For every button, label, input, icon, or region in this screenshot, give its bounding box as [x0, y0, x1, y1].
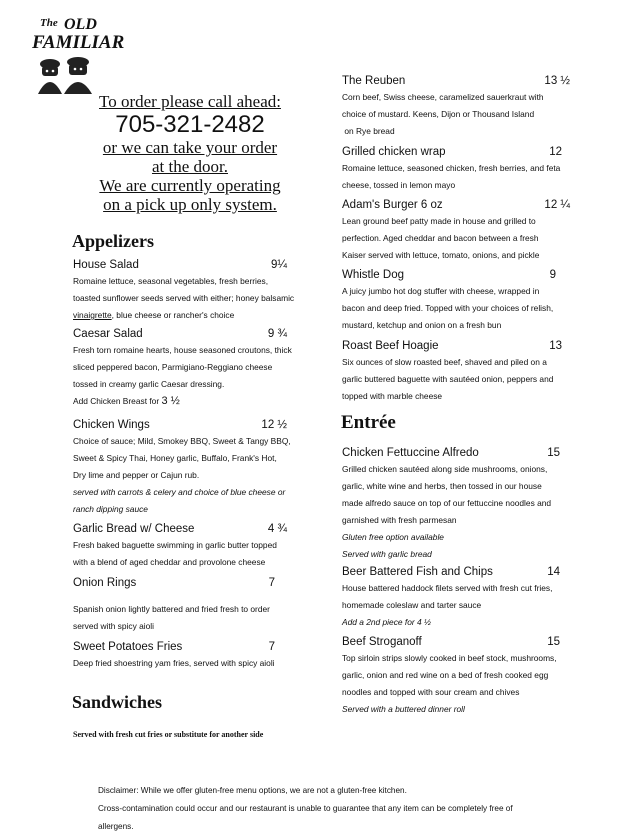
item-name: Chicken Fettuccine Alfredo — [342, 447, 479, 459]
item-desc-line: Top sirloin strips slowly cooked in beef stock, mushrooms, — [342, 653, 557, 663]
menu-item-house-salad — [73, 258, 295, 324]
item-name: Chicken Wings — [73, 419, 150, 431]
item-name: House Salad — [73, 259, 139, 271]
item-name: Beef Stroganoff — [342, 636, 422, 648]
menu-item-fish-and-chips — [342, 565, 570, 631]
menu-item-chicken-fettuccine — [342, 446, 570, 563]
item-desc-line: Six ounces of slow roasted beef, shaved and piled on a — [342, 357, 547, 367]
item-desc-line: Fresh baked baguette swimming in garlic butter topped — [73, 540, 277, 550]
item-price: 9 — [549, 269, 556, 281]
item-desc-line: toasted sunflower seeds served with either; honey balsamic — [73, 293, 295, 303]
disclaimer-line: Cross-contamination could occur and our restaurant is unable to guarantee that any item can be completely free of — [98, 804, 513, 813]
menu-item-reuben — [342, 74, 570, 140]
notice-take-order: or we can take your order — [102, 138, 278, 157]
logo-word-the: The — [40, 17, 58, 29]
notice-call-ahead: To order please call ahead: — [99, 92, 281, 111]
item-serving-note: ranch dipping sauce — [73, 504, 148, 514]
item-desc-line: A juicy jumbo hot dog stuffer with cheese, wrapped in — [342, 286, 540, 296]
entree-heading: Entrée — [341, 412, 396, 433]
item-desc-line: cheese, tossed in lemon mayo — [342, 180, 456, 190]
logo-word-familiar: FAMILIAR — [32, 32, 125, 53]
item-desc-line: noodles and topped with sour cream and chives — [342, 687, 520, 697]
item-desc-line: on Rye bread — [342, 126, 395, 136]
item-addon-price: 3 ½ — [161, 395, 180, 407]
item-price: 15 — [547, 447, 560, 459]
item-desc-line: mustard, ketchup and onion on a fresh bun — [342, 320, 502, 330]
item-price: 15 — [547, 636, 560, 648]
item-name: Grilled chicken wrap — [342, 146, 446, 158]
menu-item-sweet-potato-fries — [73, 640, 273, 672]
item-name: Beer Battered Fish and Chips — [342, 566, 493, 578]
item-desc-line: made alfredo sauce on top of our fettuccine noodles and — [342, 498, 552, 508]
sandwiches-note: Served with fresh cut fries or substitute for another side — [73, 730, 264, 739]
item-desc-line: Fresh torn romaine hearts, house seasoned croutons, thick — [73, 345, 292, 355]
item-desc-line: Corn beef, Swiss cheese, caramelized sauerkraut with — [342, 92, 544, 102]
phone-number[interactable]: 705-321-2482 — [115, 111, 265, 138]
notice-at-door: at the door. — [151, 157, 228, 176]
item-name: Caesar Salad — [73, 328, 143, 340]
appetizers-heading: Appelizers — [72, 231, 154, 251]
logo-word-old: OLD — [64, 16, 97, 33]
item-name: Sweet Potatoes Fries — [73, 641, 183, 653]
menu-item-garlic-bread — [73, 522, 287, 571]
item-desc-line: Sweet & Spicy Thai, Honey garlic, Buffalo, Frank's Hot, — [73, 453, 277, 463]
item-name: Whistle Dog — [342, 269, 404, 281]
item-addon-text: Add Chicken Breast for — [73, 396, 160, 406]
item-desc-line: House battered haddock filets served with fresh cut fries, — [342, 583, 553, 593]
item-desc-line: garlic, white wine and herbs, then tossed in our house — [342, 481, 542, 491]
item-desc-line: garlic, onion and red wine on a bed of fresh cooked egg — [342, 670, 549, 680]
item-serving-note: served with carrots & celery and choice of blue cheese or — [73, 487, 286, 497]
menu-item-grilled-chicken-wrap — [342, 145, 570, 194]
item-price: 4 ¾ — [267, 523, 287, 535]
ordering-notice — [70, 92, 310, 214]
item-price: 13 — [549, 340, 562, 352]
item-desc-line: Dry lime and pepper or Cajun rub. — [73, 470, 200, 480]
item-name: Onion Rings — [73, 577, 137, 589]
disclaimer-line: allergens. — [98, 822, 134, 831]
item-price: 7 — [268, 577, 275, 589]
menu-item-roast-beef-hoagie — [342, 339, 570, 405]
item-desc-line: perfection. Aged cheddar and bacon between a fresh — [342, 233, 539, 243]
menu-item-caesar-salad — [73, 327, 292, 410]
item-desc-line: tossed in creamy garlic Caesar dressing. — [73, 379, 225, 389]
notice-pickup-only: on a pick up only system. — [103, 195, 277, 214]
item-serving-note: Add a 2nd piece for 4 ½ — [342, 617, 431, 627]
item-price: 14 — [547, 566, 560, 578]
item-price: 9¼ — [271, 259, 287, 271]
item-desc-line: Romaine lettuce, seasonal vegetables, fresh berries, — [73, 276, 269, 286]
item-name: Garlic Bread w/ Cheese — [73, 523, 195, 535]
item-desc-line: Choice of sauce; Mild, Smokey BBQ, Sweet & Tangy BBQ, — [73, 436, 291, 446]
menu-item-adams-burger — [342, 198, 570, 264]
item-desc-line: Romaine lettuce, seasoned chicken, fresh berries, and feta — [342, 163, 561, 173]
item-desc-line: , blue cheese or rancher's choice — [111, 310, 235, 320]
item-desc-line: choice of mustard. Keens, Dijon or Thousand Island — [342, 109, 535, 119]
item-desc-line: Spanish onion lightly battered and fried fresh to order — [73, 604, 270, 614]
item-serving-note: Served with a buttered dinner roll — [342, 704, 465, 714]
restaurant-logo — [28, 12, 140, 94]
item-desc-line: topped with marble cheese — [342, 391, 443, 401]
item-desc-vinaigrette: vinaigrette — [73, 310, 112, 320]
notice-operating: We are currently operating — [99, 176, 281, 195]
item-desc-line: garnished with fresh parmesan — [342, 515, 457, 525]
item-price: 9 ¾ — [267, 328, 287, 340]
item-name: Adam's Burger 6 oz — [342, 199, 443, 211]
item-desc-line: homemade coleslaw and tarter sauce — [342, 600, 482, 610]
item-price: 7 — [268, 641, 275, 653]
item-desc-line: Deep fried shoestring yam fries, served with spicy aioli — [73, 658, 275, 668]
item-desc-line: Grilled chicken sautéed along side mushrooms, onions, — [342, 464, 548, 474]
menu-item-chicken-wings — [73, 418, 291, 518]
item-serving-note: Served with garlic bread — [342, 549, 432, 559]
item-price: 13 ½ — [544, 75, 570, 87]
item-name: The Reuben — [342, 75, 406, 87]
item-desc-line: served with spicy aioli — [73, 621, 154, 631]
item-desc-line: bacon and deep fried. Topped with your choices of relish, — [342, 303, 554, 313]
item-desc-line: garlic buttered baguette with sautéed onion, peppers and — [342, 374, 554, 384]
item-name: Roast Beef Hoagie — [342, 340, 439, 352]
item-price: 12 ½ — [261, 419, 287, 431]
item-desc-line: Lean ground beef patty made in house and grilled to — [342, 216, 536, 226]
item-desc-line: sliced peppered bacon, Parmigiano-Reggiano cheese — [73, 362, 273, 372]
sandwiches-heading: Sandwiches — [72, 692, 163, 712]
allergen-disclaimer — [98, 782, 578, 836]
item-desc-line: Kaiser served with lettuce, tomato, onions, and pickle — [342, 250, 540, 260]
disclaimer-line: Disclaimer: While we offer gluten-free menu options, we are not a gluten-free kitchen. — [98, 786, 407, 795]
menu-item-onion-rings — [73, 576, 273, 635]
item-price: 12 ¼ — [544, 199, 570, 211]
menu-item-whistle-dog — [342, 268, 570, 334]
item-serving-note: Gluten free option available — [342, 532, 444, 542]
menu-item-beef-stroganoff — [342, 635, 570, 718]
item-price: 12 — [549, 146, 562, 158]
item-desc-line: with a blend of aged cheddar and provolone cheese — [73, 557, 266, 567]
